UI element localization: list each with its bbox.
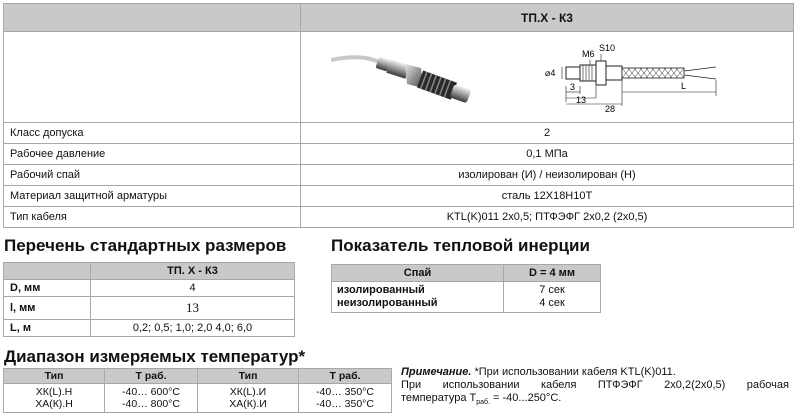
inertia-values bbox=[504, 282, 601, 313]
ranges-type: ХК(L).И bbox=[229, 386, 267, 398]
footnote-text-2: При использовании кабеля ПТФЭФГ 2х0,2(2х0,5) рабочая bbox=[401, 379, 789, 391]
spec-row-value: 2 bbox=[301, 123, 794, 144]
inertia-value-insulated: 7 сек bbox=[539, 284, 565, 296]
sizes-value: 0,2; 0,5; 1,0; 2,0 4,0; 6,0 bbox=[91, 320, 295, 337]
dim-diameter: ⌀4 bbox=[545, 68, 556, 78]
ranges-title: Диапазон измеряемых температур* bbox=[4, 347, 306, 366]
spec-row bbox=[4, 165, 794, 186]
spec-table bbox=[3, 3, 794, 228]
ranges-table bbox=[3, 368, 392, 413]
spec-row-label: Материал защитной арматуры bbox=[4, 186, 301, 207]
inertia-table bbox=[331, 264, 601, 313]
spec-row-value: 0,1 МПа bbox=[301, 144, 794, 165]
ranges-header-temp: Т раб. bbox=[105, 369, 198, 384]
product-photo bbox=[331, 44, 481, 114]
ranges-type: ХА(К).И bbox=[229, 398, 267, 410]
sizes-title: Перечень стандартных размеров bbox=[4, 236, 287, 255]
ranges-header-type: Тип bbox=[4, 369, 105, 384]
spec-row-label: Рабочий спай bbox=[4, 165, 301, 186]
footnote-label: Примечание. bbox=[401, 366, 472, 378]
footnote-line-1 bbox=[401, 366, 789, 379]
inertia-col-d4: D = 4 мм bbox=[504, 265, 601, 282]
inertia-row bbox=[332, 282, 601, 313]
inertia-key-insulated: изолированный bbox=[337, 284, 425, 296]
ranges-temp: -40… 800°С bbox=[122, 398, 180, 410]
dim-s10: S10 bbox=[599, 43, 616, 53]
technical-drawing bbox=[526, 40, 766, 120]
spec-header-row bbox=[4, 4, 794, 32]
spec-row-label: Тип кабеля bbox=[4, 207, 301, 228]
inertia-header-row bbox=[332, 265, 601, 282]
spec-row-label: Класс допуска bbox=[4, 123, 301, 144]
ranges-header-type: Тип bbox=[198, 369, 299, 384]
sizes-key: D, мм bbox=[4, 280, 91, 297]
footnote-text-3a: температура Т bbox=[401, 392, 477, 404]
spec-row bbox=[4, 207, 794, 228]
spec-row bbox=[4, 123, 794, 144]
dim-28: 28 bbox=[605, 104, 616, 114]
spec-row-label: Рабочее давление bbox=[4, 144, 301, 165]
spec-header-empty bbox=[4, 4, 301, 32]
sizes-value: 13 bbox=[91, 297, 295, 320]
inertia-title: Показатель тепловой инерции bbox=[331, 236, 590, 255]
inertia-keys bbox=[332, 282, 504, 313]
ranges-temp: -40… 600°С bbox=[122, 386, 180, 398]
ranges-row bbox=[4, 384, 392, 413]
ranges-temp: -40… 350°С bbox=[316, 398, 374, 410]
spec-row-value: KTL(K)011 2х0,5; ПТФЭФГ 2х0,2 (2х0,5) bbox=[301, 207, 794, 228]
inertia-value-noninsulated: 4 сек bbox=[539, 297, 565, 309]
spec-row bbox=[4, 186, 794, 207]
ranges-types-i bbox=[198, 384, 299, 413]
sizes-row bbox=[4, 280, 295, 297]
sizes-row bbox=[4, 320, 295, 337]
sizes-row bbox=[4, 297, 295, 320]
dim-L: L bbox=[681, 81, 687, 91]
ranges-type: ХА(К).Н bbox=[35, 398, 73, 410]
dim-13: 13 bbox=[576, 95, 587, 105]
ranges-header-row bbox=[4, 369, 392, 384]
spec-model-title: ТП.Х - К3 bbox=[301, 4, 794, 32]
inertia-key-noninsulated: неизолированный bbox=[337, 297, 438, 309]
ranges-temp: -40… 350°С bbox=[316, 386, 374, 398]
dim-m6: M6 bbox=[582, 49, 595, 59]
spec-image-cell bbox=[301, 32, 794, 123]
ranges-type: ХК(L).Н bbox=[35, 386, 73, 398]
footnote-line-3 bbox=[401, 392, 789, 409]
footnote-text-3b: = -40...250°С. bbox=[489, 392, 562, 404]
sizes-key: l, мм bbox=[4, 297, 91, 320]
sizes-table bbox=[3, 262, 295, 337]
spec-row bbox=[4, 144, 794, 165]
ranges-temps-i bbox=[299, 384, 392, 413]
spec-image-row bbox=[4, 32, 794, 123]
footnote bbox=[401, 366, 789, 409]
sizes-header-empty bbox=[4, 263, 91, 280]
footnote-text-1: *При использовании кабеля KTL(K)011. bbox=[471, 366, 676, 378]
spec-row-value: сталь 12Х18Н10Т bbox=[301, 186, 794, 207]
ranges-header-temp: Т раб. bbox=[299, 369, 392, 384]
dim-3: 3 bbox=[570, 82, 576, 92]
spec-row-value: изолирован (И) / неизолирован (Н) bbox=[301, 165, 794, 186]
sizes-key: L, м bbox=[4, 320, 91, 337]
ranges-types-h bbox=[4, 384, 105, 413]
sizes-header-row bbox=[4, 263, 295, 280]
inertia-col-junction: Спай bbox=[332, 265, 504, 282]
sizes-header: ТП. Х - К3 bbox=[91, 263, 295, 280]
spec-image-empty bbox=[4, 32, 301, 123]
ranges-temps-h bbox=[105, 384, 198, 413]
sizes-value: 4 bbox=[91, 280, 295, 297]
footnote-subscript: раб. bbox=[476, 399, 490, 407]
